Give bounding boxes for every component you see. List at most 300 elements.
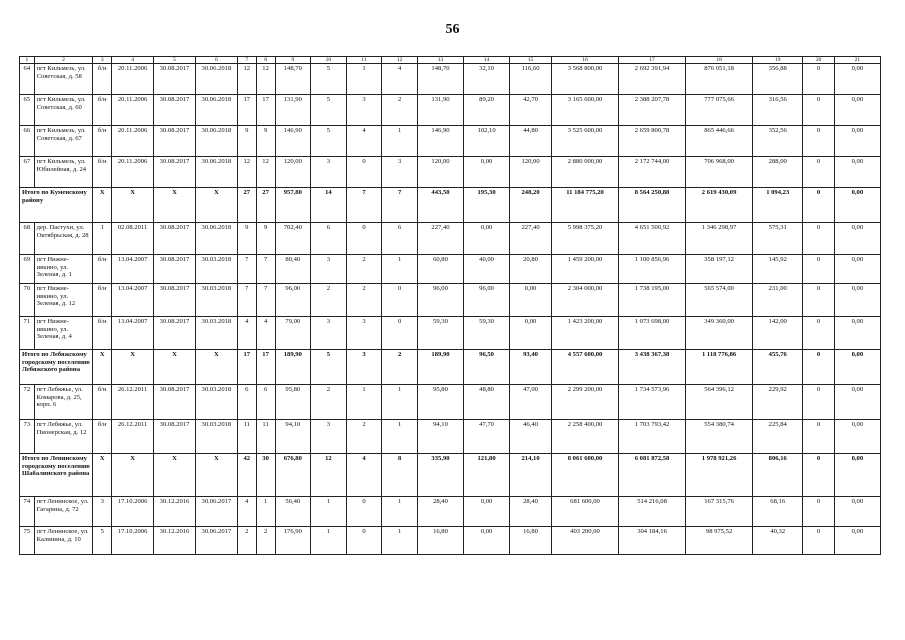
value-cell: 8 564 250,88 <box>619 188 686 223</box>
value-cell: 0 <box>346 527 382 555</box>
value-cell: 1 <box>382 385 418 420</box>
value-cell: 120,00 <box>275 157 311 188</box>
row-number-cell: 69 <box>20 255 35 284</box>
address-cell: пгт Нижне-ивкино, ул. Зеленая, д. 12 <box>34 284 93 317</box>
column-number: 15 <box>510 57 552 64</box>
value-cell: 0,00 <box>834 454 880 497</box>
value-cell: 46,40 <box>510 420 552 454</box>
row-number-cell: 75 <box>20 527 35 555</box>
value-cell: 706 968,00 <box>686 157 753 188</box>
value-cell: 5 <box>311 350 347 385</box>
column-number: 5 <box>154 57 196 64</box>
value-cell: 95,80 <box>417 385 463 420</box>
value-cell: 2 659 800,78 <box>619 126 686 157</box>
value-cell: 30.03.2018 <box>195 317 237 350</box>
value-cell: 1 118 776,86 <box>686 350 753 385</box>
value-cell: 12 <box>237 157 256 188</box>
value-cell: 0 <box>803 385 834 420</box>
value-cell: 12 <box>237 64 256 95</box>
value-cell: 7 <box>256 255 275 284</box>
value-cell: 3 <box>311 157 347 188</box>
value-cell: 30.08.2017 <box>154 157 196 188</box>
value-cell: 13.04.2007 <box>112 317 154 350</box>
column-number: 1 <box>20 57 35 64</box>
value-cell: 0 <box>803 255 834 284</box>
value-cell: 356,88 <box>753 64 803 95</box>
value-cell: 116,60 <box>510 64 552 95</box>
value-cell: 42,70 <box>510 95 552 126</box>
value-cell: 2 619 430,09 <box>686 188 753 223</box>
value-cell: 20.11.2006 <box>112 64 154 95</box>
address-cell: пгт Кильмезь, ул. Советская, д. 67 <box>34 126 93 157</box>
value-cell: 225,84 <box>753 420 803 454</box>
value-cell: 16,80 <box>417 527 463 555</box>
value-cell: 28,40 <box>417 497 463 527</box>
value-cell: X <box>195 350 237 385</box>
value-cell: 0 <box>803 95 834 126</box>
value-cell: 30.06.2018 <box>195 95 237 126</box>
value-cell: 0,00 <box>834 64 880 95</box>
table-row <box>20 223 881 255</box>
value-cell: 20,80 <box>510 255 552 284</box>
value-cell: 0,00 <box>834 126 880 157</box>
value-cell: 146,90 <box>417 126 463 157</box>
value-cell: 30.08.2017 <box>154 284 196 317</box>
value-cell: 702,40 <box>275 223 311 255</box>
value-cell: 40,32 <box>753 527 803 555</box>
value-cell: б/н <box>93 284 112 317</box>
value-cell: 2 299 200,00 <box>552 385 619 420</box>
value-cell: 3 568 800,00 <box>552 64 619 95</box>
value-cell: 6 <box>256 385 275 420</box>
value-cell: 5 <box>311 95 347 126</box>
value-cell: 3 <box>346 350 382 385</box>
row-number-cell: 64 <box>20 64 35 95</box>
column-number: 11 <box>346 57 382 64</box>
value-cell: 0,00 <box>834 255 880 284</box>
value-cell: 48,80 <box>464 385 510 420</box>
value-cell: 0,00 <box>834 317 880 350</box>
value-cell: 4 <box>346 126 382 157</box>
value-cell: 3 <box>346 95 382 126</box>
address-cell: пгт Нижне-ивкино, ул. Зеленая, д. 4 <box>34 317 93 350</box>
row-number-cell: 67 <box>20 157 35 188</box>
value-cell: 30.06.2017 <box>195 497 237 527</box>
value-cell: 13.04.2007 <box>112 284 154 317</box>
value-cell: 30 <box>256 454 275 497</box>
value-cell: 0,00 <box>834 188 880 223</box>
value-cell: 131,90 <box>417 95 463 126</box>
value-cell: б/н <box>93 157 112 188</box>
value-cell: 676,80 <box>275 454 311 497</box>
value-cell: 30.12.2016 <box>154 497 196 527</box>
value-cell: 1 073 698,00 <box>619 317 686 350</box>
row-number-cell: 74 <box>20 497 35 527</box>
value-cell: 142,00 <box>753 317 803 350</box>
value-cell: 3 165 600,00 <box>552 95 619 126</box>
value-cell: 565 574,00 <box>686 284 753 317</box>
value-cell: 16,80 <box>510 527 552 555</box>
value-cell: 7 <box>382 188 418 223</box>
value-cell: 0,00 <box>834 223 880 255</box>
value-cell: 26.12.2011 <box>112 385 154 420</box>
value-cell: 806,16 <box>753 454 803 497</box>
value-cell: 564 396,12 <box>686 385 753 420</box>
value-cell: 17 <box>237 350 256 385</box>
value-cell: 0 <box>803 317 834 350</box>
row-number-cell: 65 <box>20 95 35 126</box>
value-cell: 176,90 <box>275 527 311 555</box>
table-row <box>20 284 881 317</box>
value-cell: 44,80 <box>510 126 552 157</box>
value-cell: 17 <box>237 95 256 126</box>
value-cell: 30.08.2017 <box>154 223 196 255</box>
value-cell: 0 <box>346 223 382 255</box>
value-cell: 4 651 500,92 <box>619 223 686 255</box>
column-number: 14 <box>464 57 510 64</box>
value-cell: 777 075,66 <box>686 95 753 126</box>
value-cell: 94,10 <box>275 420 311 454</box>
row-number-cell: 66 <box>20 126 35 157</box>
value-cell: 30.06.2018 <box>195 157 237 188</box>
value-cell: 59,30 <box>464 317 510 350</box>
column-number: 7 <box>237 57 256 64</box>
value-cell: 2 388 207,78 <box>619 95 686 126</box>
value-cell: 443,50 <box>417 188 463 223</box>
value-cell: 248,20 <box>510 188 552 223</box>
column-number: 18 <box>686 57 753 64</box>
address-cell: пгт Ленинское, ул. Калинина, д. 10 <box>34 527 93 555</box>
value-cell: 30.08.2017 <box>154 255 196 284</box>
value-cell: 4 <box>237 317 256 350</box>
value-cell: 2 304 000,00 <box>552 284 619 317</box>
address-cell: пгт Нижне-ивкино, ул. Зеленая, д. 1 <box>34 255 93 284</box>
value-cell: б/н <box>93 95 112 126</box>
value-cell: 865 446,66 <box>686 126 753 157</box>
value-cell: 4 <box>237 497 256 527</box>
value-cell: 1 <box>311 527 347 555</box>
value-cell: 13.04.2007 <box>112 255 154 284</box>
row-number-cell: 73 <box>20 420 35 454</box>
value-cell: 189,90 <box>275 350 311 385</box>
value-cell: 4 <box>346 454 382 497</box>
value-cell: 30.08.2017 <box>154 385 196 420</box>
value-cell: 2 <box>346 284 382 317</box>
value-cell: 0,00 <box>834 284 880 317</box>
value-cell: 0 <box>803 420 834 454</box>
value-cell: 26.12.2011 <box>112 420 154 454</box>
value-cell: 30.03.2018 <box>195 420 237 454</box>
value-cell: б/н <box>93 420 112 454</box>
value-cell: 0 <box>803 497 834 527</box>
value-cell: 876 051,18 <box>686 64 753 95</box>
value-cell: 14 <box>311 188 347 223</box>
value-cell: 30.08.2017 <box>154 126 196 157</box>
address-cell: пгт Лебяжье, ул. Комарова, д. 25, корп. 6 <box>34 385 93 420</box>
value-cell: 28,40 <box>510 497 552 527</box>
value-cell: 96,50 <box>464 350 510 385</box>
value-cell: X <box>93 454 112 497</box>
value-cell: 11 <box>237 420 256 454</box>
value-cell: 47,70 <box>464 420 510 454</box>
value-cell: 0,00 <box>510 284 552 317</box>
value-cell: 12 <box>311 454 347 497</box>
value-cell: X <box>112 454 154 497</box>
value-cell: 1 <box>382 255 418 284</box>
value-cell: 316,56 <box>753 95 803 126</box>
value-cell: 0,00 <box>464 223 510 255</box>
value-cell: 30.08.2017 <box>154 95 196 126</box>
value-cell: 0 <box>803 454 834 497</box>
value-cell: X <box>112 188 154 223</box>
value-cell: 30.08.2017 <box>154 64 196 95</box>
value-cell: 0,00 <box>834 527 880 555</box>
value-cell: 20.11.2006 <box>112 126 154 157</box>
value-cell: 7 <box>256 284 275 317</box>
value-cell: 7 <box>237 284 256 317</box>
value-cell: 2 <box>256 527 275 555</box>
value-cell: 89,20 <box>464 95 510 126</box>
value-cell: 5 998 375,20 <box>552 223 619 255</box>
value-cell: 3 <box>93 497 112 527</box>
value-cell: X <box>154 350 196 385</box>
column-number: 16 <box>552 57 619 64</box>
value-cell: 3 438 367,38 <box>619 350 686 385</box>
value-cell: 7 <box>237 255 256 284</box>
subtotal-row <box>20 188 881 223</box>
page-number: 56 <box>445 22 460 37</box>
value-cell: 0,00 <box>464 527 510 555</box>
value-cell: 30.06.2018 <box>195 64 237 95</box>
column-number: 21 <box>834 57 880 64</box>
value-cell: 30.06.2018 <box>195 126 237 157</box>
value-cell: 27 <box>237 188 256 223</box>
value-cell: б/н <box>93 64 112 95</box>
table-row <box>20 255 881 284</box>
value-cell: 349 360,00 <box>686 317 753 350</box>
value-cell: 0,00 <box>510 317 552 350</box>
row-number-cell: 72 <box>20 385 35 420</box>
value-cell: 2 <box>311 284 347 317</box>
value-cell: 80,40 <box>275 255 311 284</box>
value-cell: 514 216,08 <box>619 497 686 527</box>
value-cell: 455,76 <box>753 350 803 385</box>
value-cell: 20.11.2006 <box>112 157 154 188</box>
value-cell: 4 <box>382 64 418 95</box>
value-cell: X <box>93 188 112 223</box>
value-cell: 554 380,74 <box>686 420 753 454</box>
value-cell: 403 200,00 <box>552 527 619 555</box>
value-cell: 17.10.2006 <box>112 527 154 555</box>
value-cell: 42 <box>237 454 256 497</box>
value-cell: 146,90 <box>275 126 311 157</box>
address-cell: пгт Лебяжье, ул. Пионерская, д. 12 <box>34 420 93 454</box>
value-cell: 47,00 <box>510 385 552 420</box>
value-cell: 957,80 <box>275 188 311 223</box>
value-cell: 9 <box>237 223 256 255</box>
value-cell: 95,80 <box>275 385 311 420</box>
table-row <box>20 95 881 126</box>
row-number-cell: 68 <box>20 223 35 255</box>
value-cell: 1 346 298,97 <box>686 223 753 255</box>
value-cell: 1 <box>382 527 418 555</box>
subtotal-row <box>20 350 881 385</box>
value-cell: 288,00 <box>753 157 803 188</box>
value-cell: 1 <box>93 223 112 255</box>
column-number-row <box>20 57 881 64</box>
value-cell: 9 <box>256 223 275 255</box>
value-cell: 8 061 600,00 <box>552 454 619 497</box>
value-cell: 0 <box>803 188 834 223</box>
value-cell: 0,00 <box>834 497 880 527</box>
value-cell: 5 <box>311 64 347 95</box>
subtotal-label: Итого по Куменскому району <box>20 188 93 223</box>
value-cell: 231,00 <box>753 284 803 317</box>
value-cell: 3 <box>346 317 382 350</box>
value-cell: 02.08.2011 <box>112 223 154 255</box>
value-cell: б/н <box>93 385 112 420</box>
value-cell: 68,16 <box>753 497 803 527</box>
value-cell: 30.12.2016 <box>154 527 196 555</box>
value-cell: 8 <box>382 454 418 497</box>
value-cell: 12 <box>256 64 275 95</box>
value-cell: X <box>93 350 112 385</box>
value-cell: 3 <box>382 157 418 188</box>
table-row <box>20 420 881 454</box>
table-row <box>20 527 881 555</box>
value-cell: 214,10 <box>510 454 552 497</box>
value-cell: 352,56 <box>753 126 803 157</box>
value-cell: 12 <box>256 157 275 188</box>
value-cell: 0 <box>346 157 382 188</box>
value-cell: 0 <box>803 64 834 95</box>
value-cell: 30.06.2017 <box>195 527 237 555</box>
value-cell: 3 <box>311 255 347 284</box>
value-cell: 96,00 <box>275 284 311 317</box>
value-cell: 1 <box>346 385 382 420</box>
column-number: 10 <box>311 57 347 64</box>
value-cell: 2 <box>311 385 347 420</box>
value-cell: 145,92 <box>753 255 803 284</box>
value-cell: 131,90 <box>275 95 311 126</box>
address-cell: пгт Ленинское, ул. Гагарина, д. 72 <box>34 497 93 527</box>
value-cell: 0 <box>803 350 834 385</box>
value-cell: б/н <box>93 126 112 157</box>
value-cell: 60,80 <box>417 255 463 284</box>
value-cell: 0 <box>803 223 834 255</box>
address-cell: пгт Кильмезь, ул. Советская, д. 60 <box>34 95 93 126</box>
address-cell: пгт Кильмезь, ул. Юбилейная, д. 24 <box>34 157 93 188</box>
value-cell: 0 <box>803 527 834 555</box>
table-row <box>20 64 881 95</box>
value-cell: 2 <box>237 527 256 555</box>
value-cell: 5 <box>93 527 112 555</box>
column-number: 19 <box>753 57 803 64</box>
value-cell: 6 <box>311 223 347 255</box>
value-cell: 4 <box>256 317 275 350</box>
value-cell: 30.08.2017 <box>154 420 196 454</box>
value-cell: 2 880 000,00 <box>552 157 619 188</box>
value-cell: 3 525 600,00 <box>552 126 619 157</box>
value-cell: 59,30 <box>417 317 463 350</box>
value-cell: 148,70 <box>417 64 463 95</box>
row-number-cell: 70 <box>20 284 35 317</box>
address-cell: дер. Пастухи, ул. Октябрьская, д. 28 <box>34 223 93 255</box>
value-cell: 1 459 200,00 <box>552 255 619 284</box>
value-cell: 2 258 400,00 <box>552 420 619 454</box>
value-cell: 0,00 <box>834 420 880 454</box>
value-cell: 2 <box>346 420 382 454</box>
value-cell: 1 738 195,00 <box>619 284 686 317</box>
value-cell: 2 <box>382 350 418 385</box>
value-cell: 102,10 <box>464 126 510 157</box>
value-cell: 2 692 391,94 <box>619 64 686 95</box>
value-cell: 0,00 <box>464 497 510 527</box>
column-number: 6 <box>195 57 237 64</box>
value-cell: 93,40 <box>510 350 552 385</box>
value-cell: 11 <box>256 420 275 454</box>
value-cell: X <box>154 454 196 497</box>
value-cell: X <box>154 188 196 223</box>
value-cell: 6 <box>382 223 418 255</box>
value-cell: 17 <box>256 95 275 126</box>
value-cell: 148,70 <box>275 64 311 95</box>
row-number-cell: 71 <box>20 317 35 350</box>
value-cell: 9 <box>256 126 275 157</box>
value-cell: 2 172 744,00 <box>619 157 686 188</box>
value-cell: 1 <box>346 64 382 95</box>
column-number: 3 <box>93 57 112 64</box>
value-cell: б/н <box>93 255 112 284</box>
value-cell: 5 <box>311 126 347 157</box>
value-cell: 0,00 <box>834 95 880 126</box>
value-cell: 3 <box>311 420 347 454</box>
column-number: 13 <box>417 57 463 64</box>
value-cell: 0,00 <box>834 385 880 420</box>
address-cell: пгт Кильмезь, ул. Советская, д. 58 <box>34 64 93 95</box>
table-row <box>20 385 881 420</box>
value-cell: 358 197,12 <box>686 255 753 284</box>
value-cell: 167 315,76 <box>686 497 753 527</box>
value-cell: 30.06.2018 <box>195 223 237 255</box>
value-cell: 1 <box>311 497 347 527</box>
column-number: 12 <box>382 57 418 64</box>
value-cell: 0 <box>382 317 418 350</box>
value-cell: 30.08.2017 <box>154 317 196 350</box>
value-cell: 30.03.2018 <box>195 385 237 420</box>
value-cell: 1 423 200,00 <box>552 317 619 350</box>
subtotal-label: Итого по Ленинскому городскому поселению Шабалинского района <box>20 454 93 497</box>
column-number: 2 <box>34 57 93 64</box>
value-cell: 1 703 793,42 <box>619 420 686 454</box>
value-cell: 40,00 <box>464 255 510 284</box>
value-cell: 11 184 775,20 <box>552 188 619 223</box>
value-cell: 17.10.2006 <box>112 497 154 527</box>
value-cell: 17 <box>256 350 275 385</box>
value-cell: 1 <box>382 126 418 157</box>
value-cell: 1 <box>256 497 275 527</box>
value-cell: X <box>195 454 237 497</box>
value-cell: 6 081 872,58 <box>619 454 686 497</box>
value-cell: 120,00 <box>510 157 552 188</box>
value-cell: 56,40 <box>275 497 311 527</box>
value-cell: 1 094,23 <box>753 188 803 223</box>
value-cell: 98 975,52 <box>686 527 753 555</box>
value-cell: 30.03.2018 <box>195 255 237 284</box>
value-cell: 575,31 <box>753 223 803 255</box>
value-cell: 32,10 <box>464 64 510 95</box>
value-cell: 27 <box>256 188 275 223</box>
